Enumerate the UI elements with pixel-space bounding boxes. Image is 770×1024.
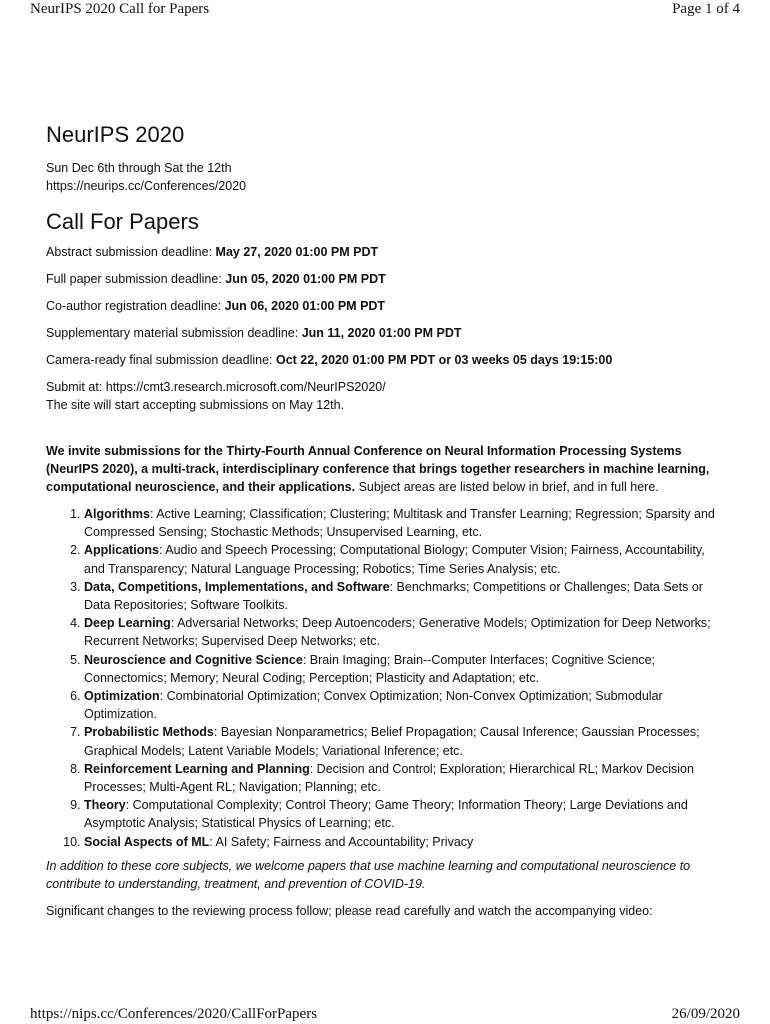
deadline-list (46, 243, 726, 369)
deadline-full-paper (46, 270, 726, 288)
deadline-label: Camera-ready final submission deadline: (46, 353, 276, 367)
list-item (84, 687, 726, 723)
subject-name: Optimization (84, 689, 160, 704)
subject-name: Probabilistic Methods (84, 725, 214, 740)
subject-desc: : Bayesian Nonparametrics; Belief Propagation; Causal Inference; Gaussian Processes; Graphical Models; Latent Variable Models; Variational Inference; etc. (84, 725, 700, 758)
deadline-label: Abstract submission deadline: (46, 245, 216, 259)
conference-url: https://neurips.cc/Conferences/2020 (46, 179, 247, 193)
subject-desc: : Decision and Control; Exploration; Hierarchical RL; Markov Decision Processes; Multi-Agent RL; Navigation; Planning; etc. (84, 761, 694, 795)
list-item (84, 541, 726, 577)
deadline-label: Supplementary material submission deadline: (46, 326, 302, 340)
conference-dates: Sun Dec 6th through Sat the 12th (46, 161, 232, 175)
subject-name: Deep Learning (84, 616, 171, 631)
deadline-supplementary (46, 324, 726, 342)
header-title: NeurIPS 2020 Call for Papers (30, 1, 210, 17)
subject-name: Social Aspects of ML (84, 834, 210, 849)
list-item (84, 651, 726, 687)
subject-desc: : Active Learning; Classification; Clustering; Multitask and Transfer Learning; Regression; Sparsity and Compressed Sensing; Stochastic Methods; Unsupervised Learning, etc. (84, 507, 715, 540)
conference-title: NeurIPS 2020 (46, 122, 185, 147)
subject-desc: : AI Safety; Fairness and Accountability; Privacy (209, 834, 474, 849)
list-item (84, 723, 726, 759)
deadline-value: Jun 11, 2020 01:00 PM PDT (301, 326, 462, 340)
subject-desc: : Computational Complexity; Control Theory; Game Theory; Information Theory; Large Deviations and Asymptotic Analysis; Statistical Physics of Learning; etc. (84, 798, 688, 831)
list-item (84, 505, 726, 541)
deadline-coauthor (46, 297, 726, 315)
subject-name: Neuroscience and Cognitive Science (84, 652, 303, 667)
subject-desc: : Audio and Speech Processing; Computational Biology; Computer Vision; Fairness, Accountability, and Transparency; Natural Language Processing; Robotics; Time Series Analysis; etc. (84, 543, 705, 576)
subject-desc: : Benchmarks; Competitions or Challenges; Data Sets or Data Repositories; Software Toolkits. (84, 579, 703, 613)
submit-at: Submit at: https://cmt3.research.microsoft.com/NeurIPS2020/ (46, 380, 386, 394)
subject-desc: : Adversarial Networks; Deep Autoencoders; Generative Models; Optimization for Deep Networks; Recurrent Networks; Supervised Deep Networks; etc. (84, 616, 711, 649)
deadline-value: May 27, 2020 01:00 PM PDT (215, 245, 379, 259)
list-item (84, 796, 726, 832)
intro-normal: Subject areas are listed below in brief, and in full here. (355, 480, 659, 494)
deadline-label: Full paper submission deadline: (46, 272, 226, 286)
footer-url: https://nips.cc/Conferences/2020/CallForPapers (30, 1006, 318, 1022)
deadline-value: Oct 22, 2020 01:00 PM PDT or 03 weeks 05 days 19:15:00 (275, 353, 613, 367)
deadline-label: Co-author registration deadline: (46, 299, 225, 313)
review-note: Significant changes to the reviewing process follow; please read carefully and watch the accompanying video: (46, 903, 653, 918)
deadline-abstract (46, 243, 726, 261)
subject-desc: : Combinatorial Optimization; Convex Optimization; Non-Convex Optimization; Submodular Optimization. (84, 689, 663, 722)
list-item (84, 614, 726, 650)
list-item (84, 833, 726, 851)
site-note: The site will start accepting submissions on May 12th. (46, 398, 345, 412)
intro-paragraph (46, 442, 726, 496)
subject-area-list (46, 505, 726, 851)
subject-name: Algorithms (84, 507, 150, 521)
footer-date: 26/09/2020 (671, 1006, 740, 1022)
deadline-camera-ready (46, 351, 726, 369)
page-footer (30, 1006, 740, 1023)
subject-name: Applications (84, 543, 160, 558)
subject-name: Reinforcement Learning and Planning (84, 761, 310, 776)
subject-name: Data, Competitions, Implementations, and Software (84, 579, 390, 594)
intro-bold: We invite submissions for the Thirty-Fourth Annual Conference on Neural Information Processing Systems (NeurIPS 2020), a multi-track, interdisciplinary conference that brings together researchers in machine learning, computational neuroscience, and their applications. (46, 444, 710, 494)
page-content (46, 122, 726, 920)
deadline-value: Jun 06, 2020 01:00 PM PDT (224, 299, 386, 313)
page-number: Page 1 of 4 (672, 1, 740, 17)
page-header (30, 1, 740, 18)
deadline-value: Jun 05, 2020 01:00 PM PDT (225, 272, 386, 286)
subject-name: Theory (84, 798, 126, 813)
covid-note: In addition to these core subjects, we welcome papers that use machine learning and computational neuroscience to contribute to understanding, treatment, and prevention of COVID-19. (46, 858, 691, 891)
subject-desc: : Brain Imaging; Brain--Computer Interfaces; Cognitive Science; Connectomics; Memory; Neural Coding; Perception; Plasticity and Adaptation; etc. (84, 652, 656, 685)
cfp-title: Call For Papers (46, 209, 199, 234)
list-item (84, 578, 726, 614)
list-item (84, 760, 726, 796)
